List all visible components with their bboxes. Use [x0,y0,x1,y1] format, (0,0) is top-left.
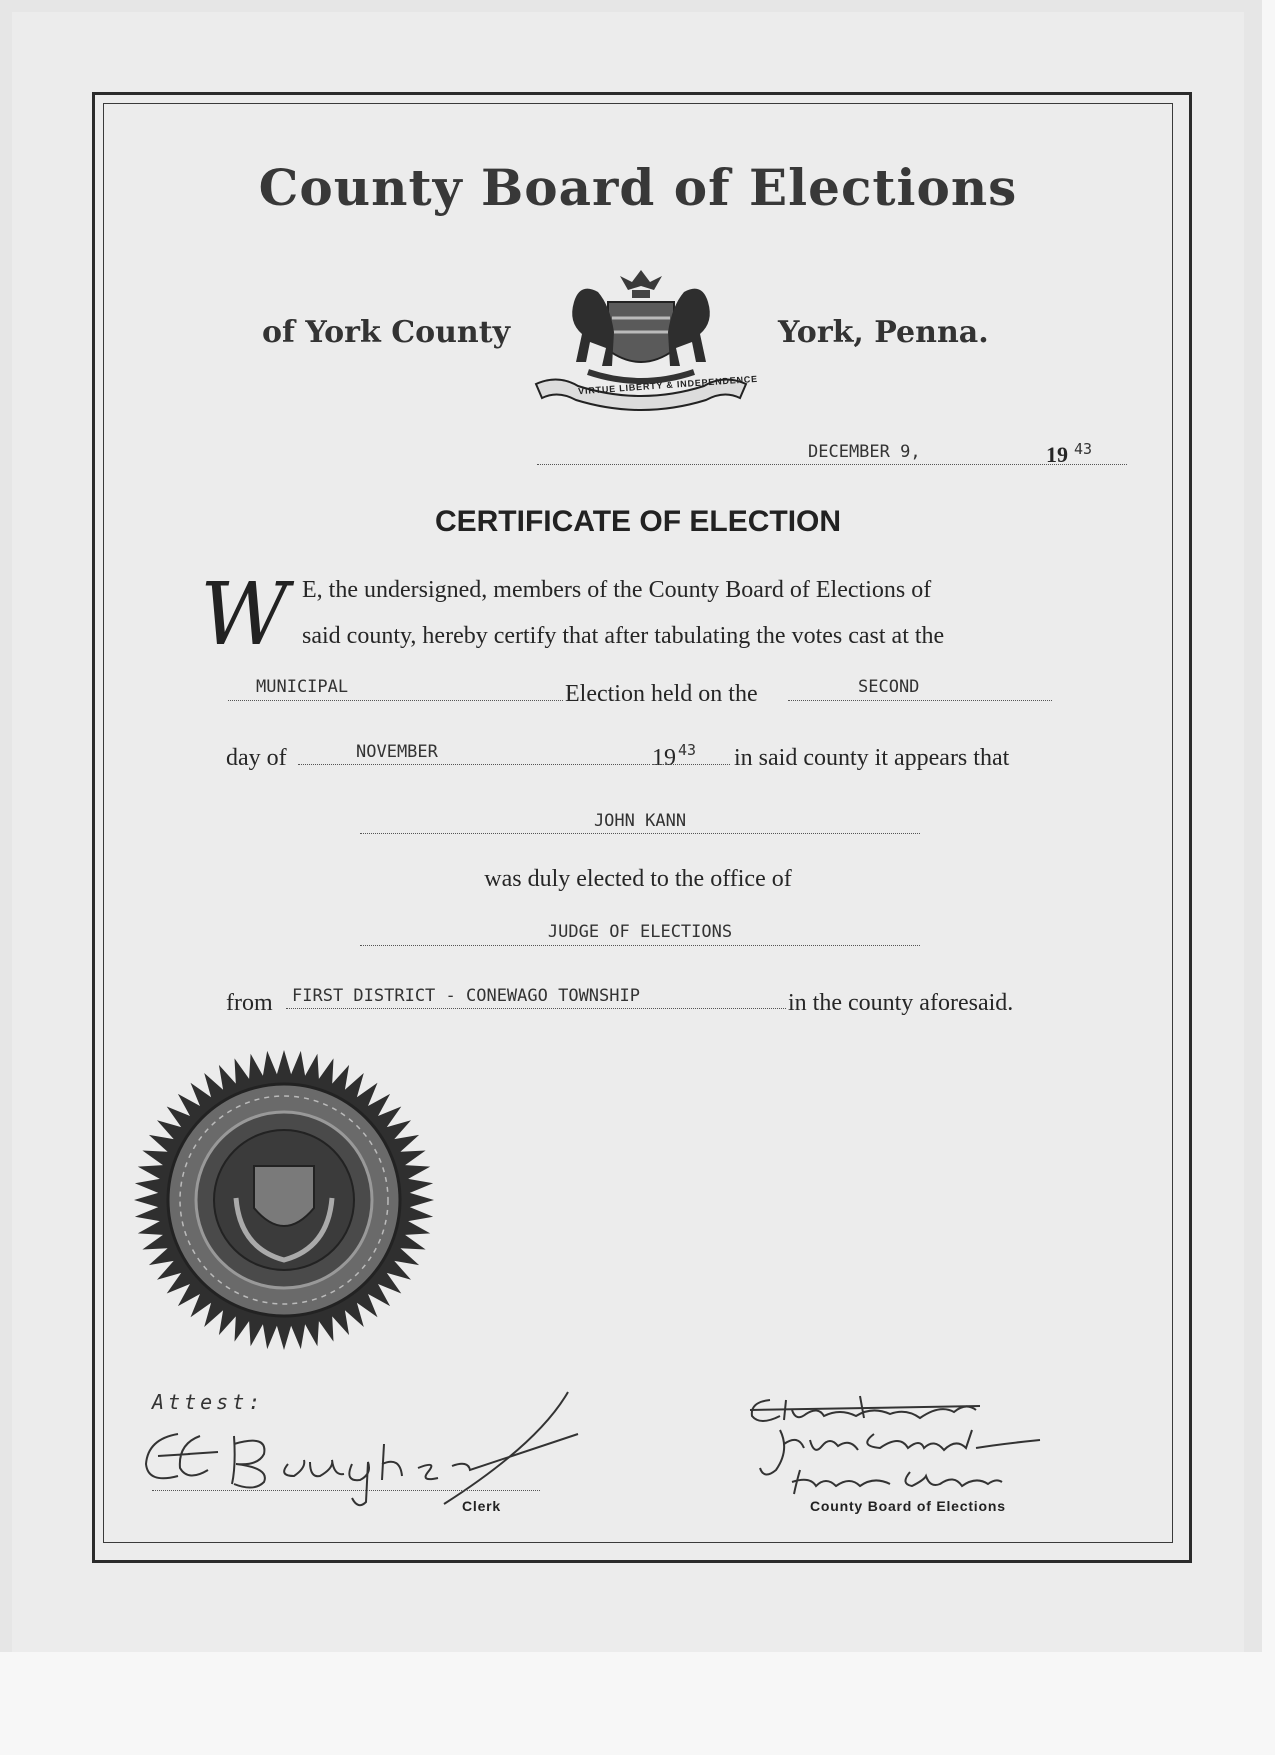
elected-name: JOHN KANN [593,811,687,831]
day-ordinal-line [788,700,1052,701]
office-line [360,945,920,946]
year-line [652,764,730,765]
county-subtitle: of York County [262,315,511,350]
election-type: MUNICIPAL [256,677,349,697]
day-ordinal: SECOND [858,677,920,697]
aforesaid-text: in the county aforesaid. [788,990,1014,1016]
election-year-suffix: 43 [678,741,697,759]
crest-motto: VIRTUE LIBERTY & INDEPENDENCE [577,373,759,397]
board-member-signatures [740,1390,1080,1510]
certificate-heading: CERTIFICATE OF ELECTION [434,505,842,538]
elected-text: was duly elected to the office of [484,866,792,892]
clerk-signature [138,1384,638,1514]
county-seal-icon [132,1048,436,1352]
elected-office: JUDGE OF ELECTIONS [547,922,733,942]
location-subtitle: York, Penna. [778,315,989,350]
election-year-prefix: 19 [652,745,676,771]
name-line [360,833,920,834]
from-text: from [226,990,273,1016]
body-line-1: E, the undersigned, members of the County Board of Elections of [302,577,932,603]
day-of-text: day of [226,745,287,771]
election-type-line [228,700,563,701]
district: FIRST DISTRICT - CONEWAGO TOWNSHIP [292,986,640,1006]
board-label: County Board of Elections [810,1498,1006,1514]
held-on-text: Election held on the [565,681,758,707]
attest-label: Attest: [152,1390,265,1414]
month-line [298,764,650,765]
drop-cap: W [200,565,289,665]
date-line [537,464,1127,465]
district-line [286,1008,786,1009]
clerk-signature-line [152,1490,540,1491]
date-year-suffix: 43 [1074,440,1093,458]
election-month: NOVEMBER [356,742,438,762]
appears-text: in said county it appears that [734,745,1010,771]
certificate-date: DECEMBER 9, [808,442,921,462]
pennsylvania-coat-of-arms-icon [528,262,754,422]
clerk-label: Clerk [462,1498,502,1514]
body-line-2: said county, hereby certify that after tabulating the votes cast at the [302,623,945,649]
board-title: County Board of Elections [258,158,1018,217]
date-year-prefix: 19 [1046,442,1068,467]
